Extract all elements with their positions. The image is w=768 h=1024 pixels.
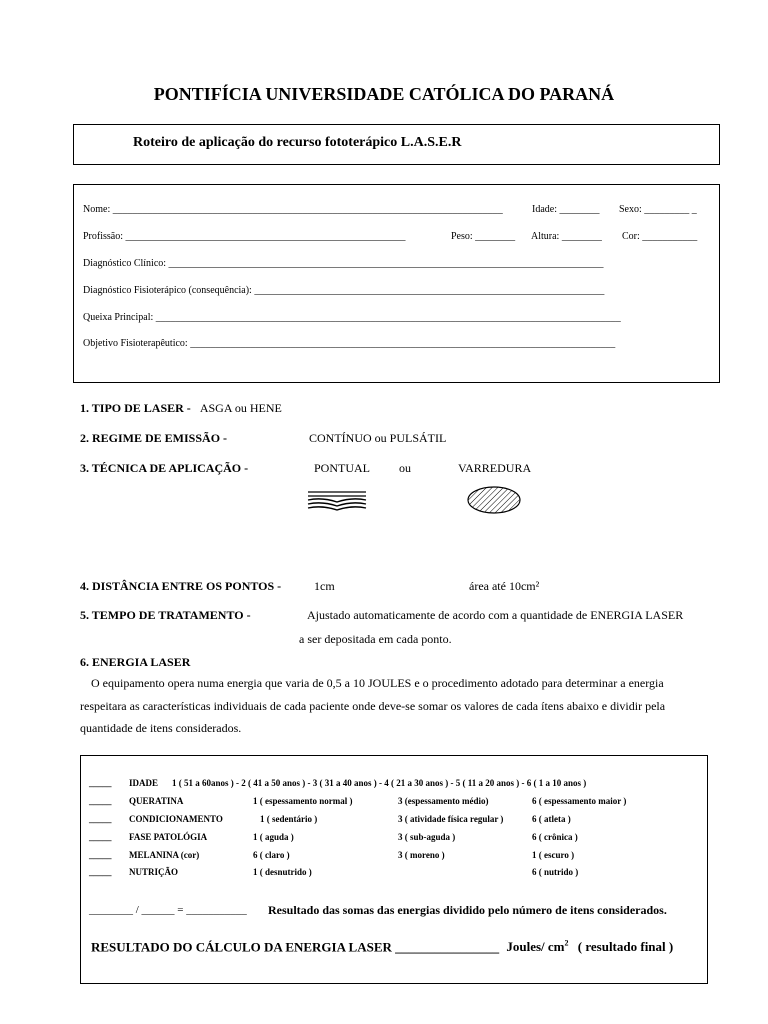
melanina-option-6: 6 ( claro ): [253, 850, 290, 860]
cor-field[interactable]: Cor: ___________: [622, 231, 698, 242]
idade-blank[interactable]: _____: [89, 778, 112, 788]
section-6-paragraph-line3: quantidade de itens considerados.: [80, 721, 242, 735]
subtitle: Roteiro de aplicação do recurso fototerápico L.A.S.E.R: [133, 135, 462, 150]
melanina-option-1: 1 ( escuro ): [532, 850, 575, 860]
section-1-value: ASGA ou HENE: [199, 401, 282, 415]
idade-values: 1 ( 51 a 60anos ) - 2 ( 41 a 50 anos ) - 3 ( 31 a 40 anos ) - 4 ( 21 a 30 anos ) - 5 ( 11 a 20 anos ) - 6 ( 1 a 10 anos ): [172, 778, 587, 788]
section-1: [80, 401, 282, 416]
section-2-value: CONTÍNUO ou PULSÁTIL: [309, 431, 447, 445]
fase-option-1: 1 ( aguda ): [253, 832, 294, 842]
queratina-option-3: 3 (espessamento médio): [398, 796, 489, 806]
section-5-value-line1: Ajustado automaticamente de acordo com a quantidade de ENERGIA LASER: [307, 608, 684, 622]
page-title: PONTIFÍCIA UNIVERSIDADE CATÓLICA DO PARANÁ: [153, 84, 615, 104]
section-4-area: área até 10cm²: [469, 579, 540, 593]
profissao-field[interactable]: Profissão: ________________________________________________________: [83, 231, 406, 242]
queratina-label: QUERATINA: [129, 796, 184, 806]
condicionamento-option-1: 1 ( sedentário ): [260, 814, 318, 824]
fase-label: FASE PATOLÓGIA: [129, 832, 208, 842]
nome-field[interactable]: Nome: ______________________________________________________________________________: [83, 204, 503, 215]
condicionamento-label: CONDICIONAMENTO: [129, 814, 223, 824]
fase-option-3: 3 ( sub-aguda ): [398, 832, 456, 842]
section-3-option-varredura: VARREDURA: [458, 461, 532, 475]
queratina-blank[interactable]: _____: [89, 796, 112, 806]
melanina-option-3: 3 ( moreno ): [398, 850, 445, 860]
section-3-label: 3. TÉCNICA DE APLICAÇÃO -: [80, 461, 249, 475]
nutricao-option-6: 6 ( nutrido ): [532, 867, 579, 877]
queixa-principal-field[interactable]: Queixa Principal: _____________________________________________________________________________________________: [83, 312, 621, 323]
diagnostico-clinico-field[interactable]: Diagnóstico Clínico: _______________________________________________________________________________________: [83, 258, 604, 269]
queratina-option-6: 6 ( espessamento maior ): [532, 796, 627, 806]
peso-field[interactable]: Peso: ________: [451, 231, 516, 242]
nutricao-label: NUTRIÇÃO: [129, 867, 179, 877]
section-4-label: 4. DISTÂNCIA ENTRE OS PONTOS -: [80, 579, 282, 593]
sexo-field[interactable]: Sexo: _________ _: [619, 204, 697, 215]
result-unit: [506, 939, 568, 954]
melanina-blank[interactable]: _____: [89, 850, 112, 860]
queratina-option-1: 1 ( espessamento normal ): [253, 796, 353, 806]
idade-field[interactable]: Idade: ________: [532, 204, 600, 215]
nutricao-blank[interactable]: _____: [89, 867, 112, 877]
wave-lines-icon: [306, 489, 368, 513]
formula-blanks[interactable]: ________ / ______ = ___________: [89, 904, 247, 916]
section-6-paragraph-line1: O equipamento opera numa energia que varia de 0,5 a 10 JOULES e o procedimento adotado para determinar a energia: [91, 676, 664, 690]
hatched-ellipse-icon: [466, 485, 522, 515]
fase-option-6: 6 ( crônica ): [532, 832, 578, 842]
section-6-label: 6. ENERGIA LASER: [80, 655, 191, 669]
condicionamento-option-6: 6 ( atleta ): [532, 814, 571, 824]
idade-label: IDADE: [129, 778, 159, 788]
fase-blank[interactable]: _____: [89, 832, 112, 842]
condicionamento-option-3: 3 ( atividade física regular ): [398, 814, 504, 824]
objetivo-field[interactable]: Objetivo Fisioterapêutico: _____________________________________________________________________________________: [83, 338, 616, 349]
result-final: ( resultado final ): [577, 939, 674, 955]
altura-field[interactable]: Altura: ________: [531, 231, 602, 242]
condicionamento-blank[interactable]: _____: [89, 814, 112, 824]
nutricao-option-1: 1 ( desnutrido ): [253, 867, 312, 877]
section-4-value: 1cm: [314, 579, 335, 593]
section-5-value-line2: a ser depositada em cada ponto.: [299, 632, 452, 646]
result-unit-exponent: 2: [564, 939, 569, 948]
melanina-label: MELANINA (cor): [129, 850, 200, 860]
section-3-or: ou: [399, 461, 411, 475]
result-label: RESULTADO DO CÁLCULO DA ENERGIA LASER ________________: [91, 939, 500, 955]
result-line: [91, 939, 673, 955]
section-6-paragraph-line2: respeitara as características individuais de cada paciente onde deve-se somar os valores de cada ítens abaixo e dividir pela: [80, 699, 666, 713]
section-3-option-pontual: PONTUAL: [314, 461, 370, 475]
section-5-label: 5. TEMPO DE TRATAMENTO -: [80, 608, 251, 622]
formula-description: Resultado das somas das energias dividido pelo número de itens considerados.: [268, 903, 667, 917]
section-2-label: 2. REGIME DE EMISSÃO -: [80, 431, 228, 445]
diagnostico-fisioterapico-field[interactable]: Diagnóstico Fisioterápico (consequência): ______________________________________________________________________: [83, 285, 605, 296]
result-unit-text: Joules/ cm: [506, 939, 565, 955]
section-1-label: 1. TIPO DE LASER -: [80, 401, 191, 415]
